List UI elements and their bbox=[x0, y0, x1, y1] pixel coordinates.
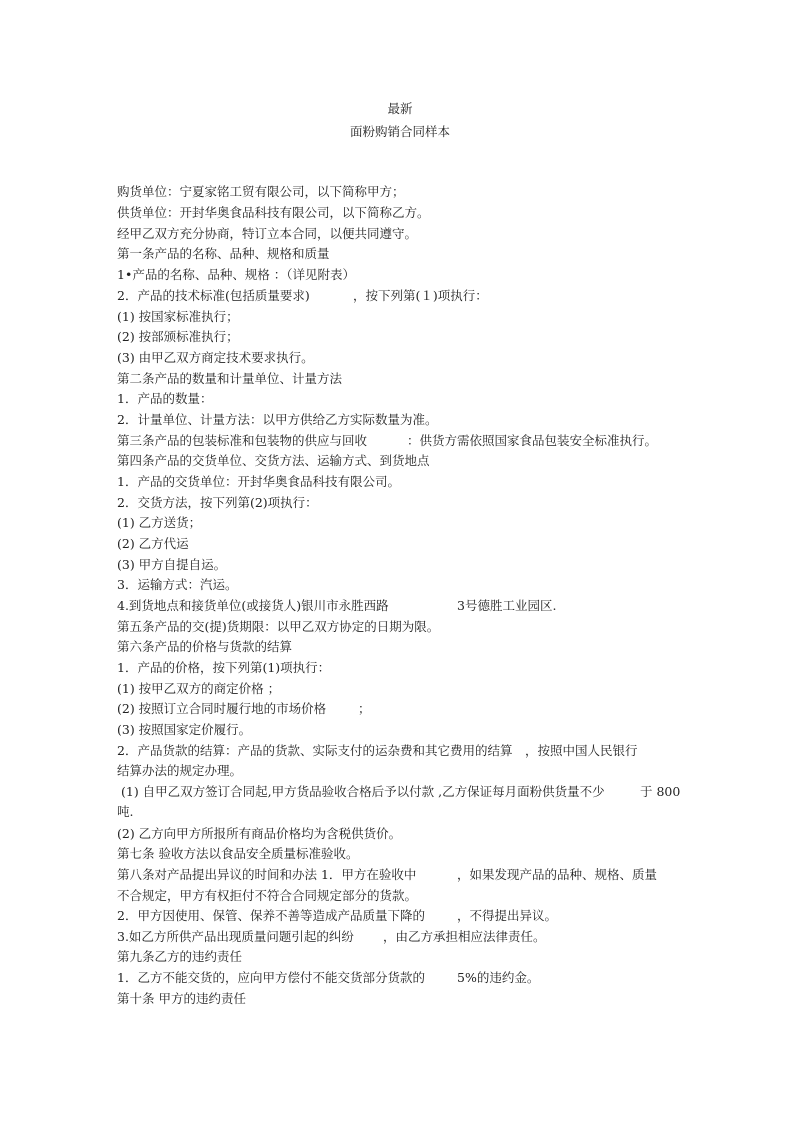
text-line: 1．产品的数量： bbox=[117, 391, 213, 406]
article-5-heading: 第五条产品的交(提)货期限：以甲乙双方协定的日期为限。 bbox=[117, 619, 440, 634]
text-line: ，按照中国人民银行 bbox=[525, 743, 638, 758]
article-6-heading: 第六条产品的价格与货款的结算 bbox=[117, 639, 293, 654]
text-line: ； bbox=[358, 701, 371, 716]
text-line: (3) 按照国家定价履行。 bbox=[117, 722, 252, 737]
text-line: 2．产品的技术标准(包括质量要求) bbox=[117, 288, 310, 303]
buyer-line: 购货单位：宁夏家铭工贸有限公司，以下简称甲方； bbox=[117, 184, 405, 199]
article-1-heading: 第一条产品的名称、品种、规格和质量 bbox=[117, 246, 330, 261]
text-line: 5%的违约金。 bbox=[457, 970, 540, 985]
article-7-heading: 第七条 验收方法以食品安全质量标准验收。 bbox=[117, 846, 359, 861]
text-line: (1) 乙方送货； bbox=[117, 515, 202, 530]
text-line: (1) 按国家标准执行； bbox=[117, 309, 239, 324]
agreement-line: 经甲乙双方充分协商，特订立本合同，以便共同遵守。 bbox=[117, 226, 418, 241]
seller-line: 供货单位：开封华奥食品科技有限公司，以下简称乙方。 bbox=[117, 205, 430, 220]
text-line: 吨. bbox=[117, 804, 134, 819]
article-4-heading: 第四条产品的交货单位、交货方法、运输方式、到货地点 bbox=[117, 453, 430, 468]
article-2-heading: 第二条产品的数量和计量单位、计量方法 bbox=[117, 371, 343, 386]
text-line: 于 800 bbox=[640, 784, 681, 799]
text-line: (2) 按部颁标准执行； bbox=[117, 329, 239, 344]
text-line: (3) 甲方自提自运。 bbox=[117, 557, 227, 572]
text-line: (1) 自甲乙双方签订合同起,甲方货品验收合格后予以付款 ,乙方保证每月面粉供货量不少 bbox=[121, 784, 605, 799]
text-line: ，按下列第(１)项执行： bbox=[353, 288, 488, 303]
text-line: 3．运输方式：汽运。 bbox=[117, 577, 238, 592]
text-line: ：供货方需依照国家食品包装安全标准执行。 bbox=[407, 433, 658, 448]
text-line: (2) 乙方代运 bbox=[117, 536, 189, 551]
text-line: 2．产品货款的结算：产品的货款、实际支付的运杂费和其它费用的结算 bbox=[117, 743, 513, 758]
article-9-heading: 第九条乙方的违约责任 bbox=[117, 949, 243, 964]
text-line: 1•产品的名称、品种、规格 ：（详见附表） bbox=[117, 267, 356, 282]
text-line: 3号德胜工业园区. bbox=[457, 598, 557, 613]
text-line: 2．计量单位、计量方法：以甲方供给乙方实际数量为准。 bbox=[117, 412, 438, 427]
text-line: 1．产品的价格，按下列第(1)项执行： bbox=[117, 660, 331, 675]
text-line: 3.如乙方所供产品出现质量问题引起的纠纷 bbox=[117, 929, 354, 944]
doc-header: 最新 bbox=[387, 101, 413, 116]
text-line: ，如果发现产品的品种、规格、质量 bbox=[457, 867, 658, 882]
text-line: ，不得提出异议。 bbox=[457, 908, 558, 923]
text-line: 不合规定，甲方有权拒付不符合合同规定部分的货款。 bbox=[117, 888, 418, 903]
text-line: (1) 按甲乙双方的商定价格 ； bbox=[117, 681, 281, 696]
text-line: 2．交货方法，按下列第(2)项执行： bbox=[117, 495, 318, 510]
doc-title: 面粉购销合同样本 bbox=[349, 124, 450, 139]
text-line: 结算办法的规定办理。 bbox=[117, 763, 243, 778]
article-8-heading: 第八条对产品提出异议的时间和办法 1．甲方在验收中 bbox=[117, 867, 417, 882]
text-line: 1．产品的交货单位：开封华奥食品科技有限公司。 bbox=[117, 474, 400, 489]
text-line: (3) 由甲乙双方商定技术要求执行。 bbox=[117, 350, 314, 365]
text-line: 2．甲方因使用、保管、保养不善等造成产品质量下降的 bbox=[117, 908, 425, 923]
text-line: (2) 乙方向甲方所报所有商品价格均为含税供货价。 bbox=[117, 826, 402, 841]
text-line: 1．乙方不能交货的，应向甲方偿付不能交货部分货款的 bbox=[117, 970, 425, 985]
article-10-heading: 第十条 甲方的违约责任 bbox=[117, 991, 246, 1006]
text-line: (2) 按照订立合同时履行地的市场价格 bbox=[117, 701, 327, 716]
text-line: ，由乙方承担相应法律责任。 bbox=[383, 929, 546, 944]
text-line: 4.到货地点和接货单位(或接货人)银川市永胜西路 bbox=[117, 598, 389, 613]
article-3-heading: 第三条产品的包装标准和包装物的供应与回收 bbox=[117, 433, 368, 448]
